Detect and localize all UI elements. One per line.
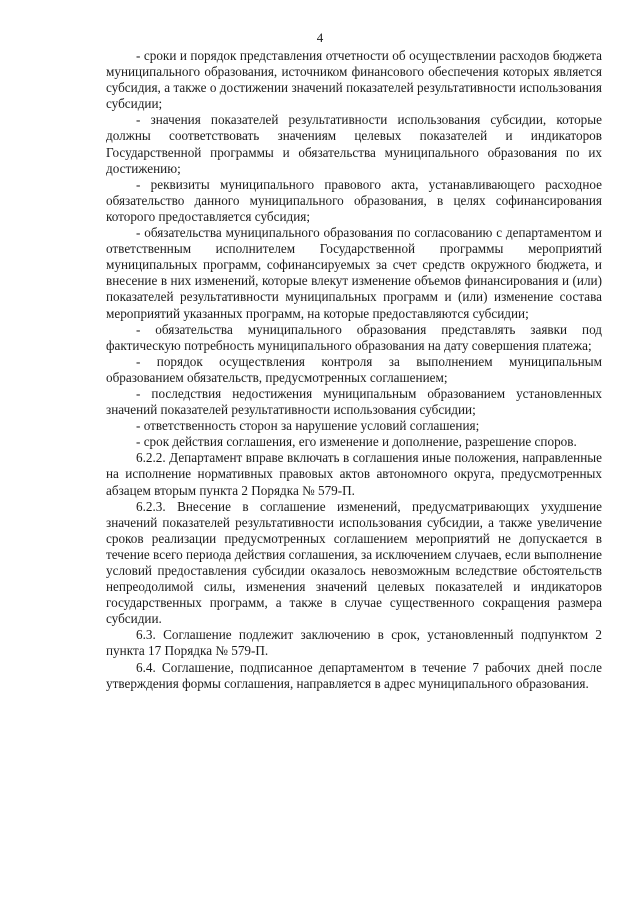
paragraph-6-4: 6.4. Соглашение, подписанное департаментом в течение 7 рабочих дней после утверждения формы соглашения, направляется в адрес муниципального образования. <box>106 659 602 691</box>
paragraph-6-3: 6.3. Соглашение подлежит заключению в срок, установленный подпунктом 2 пункта 17 Порядка № 579-П. <box>106 627 602 659</box>
paragraph-control-procedure: - порядок осуществления контроля за выполнением муниципальным образованием обязательств, предусмотренных соглашением; <box>106 353 602 385</box>
paragraph-6-2-2: 6.2.2. Департамент вправе включать в соглашения иные положения, направленные на исполнение нормативных правовых актов автономного округа, предусмотренных абзацем вторым пункта 2 Порядка № 579-П. <box>106 450 602 498</box>
paragraph-liability: - ответственность сторон за нарушение условий соглашения; <box>136 418 480 434</box>
paragraph-6-2-3: 6.2.3. Внесение в соглашение изменений, предусматривающих ухудшение значений показателей результативности использования субсидии, а также увеличение сроков реализации предусмотренных соглашением мероприятий не допускается в течение всего периода действия соглашения, за исключением случаев, если выполнение условий предоставления субсидии оказалось невозможным вследствие обстоятельств непреодолимой силы, изменения значений целевых показателей и индикаторов государственных программ, а также в случае существенного сокращения размера субсидии. <box>106 498 602 627</box>
paragraph-validity-term: - срок действия соглашения, его изменение и дополнение, разрешение споров. <box>136 434 577 450</box>
page-number: 4 <box>316 30 324 45</box>
paragraph-legal-act-details: - реквизиты муниципального правового акта, устанавливающего расходное обязательство данного муниципального образования, в целях софинансирования которого предоставляется субсидия; <box>106 176 602 224</box>
paragraph-program-obligations: - обязательства муниципального образования по согласованию с департаментом и ответственным исполнителем Государственной программы мероприятий муниципальных программ, софинансируемых за счет средств окружного бюджета, и внесение в них изменений, которые влекут изменение объемов финансирования и (или) показателей результативности муниципальных программ и (или) изменение состава мероприятий указанных программ, на которые предоставляются субсидии; <box>106 225 602 321</box>
paragraph-payment-requests: - обязательства муниципального образования представлять заявки под фактическую потребность муниципального образования на дату совершения платежа; <box>106 321 602 353</box>
document-body <box>106 48 602 692</box>
paragraph-reporting-terms: - сроки и порядок представления отчетности об осуществлении расходов бюджета муниципального образования, источником финансового обеспечения которых является субсидия, а также о достижении значений показателей результативности использования субсидии; <box>106 48 602 112</box>
paragraph-indicator-values: - значения показателей результативности использования субсидии, которые должны соответствовать значениям целевых показателей и индикаторов Государственной программы и обязательства муниципального образования по их достижению; <box>106 112 602 176</box>
paragraph-non-achievement: - последствия недостижения муниципальным образованием установленных значений показателей результативности использования субсидии; <box>106 385 602 418</box>
